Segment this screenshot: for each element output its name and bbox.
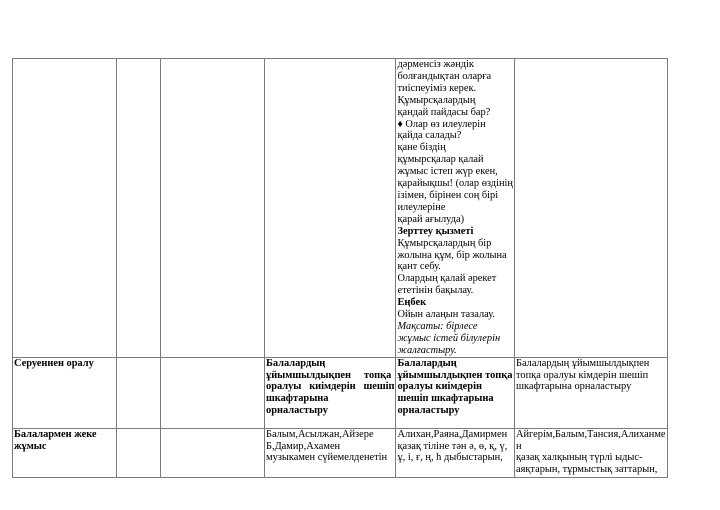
text-line: жолына құм, бір жолына bbox=[397, 249, 507, 261]
table-cell bbox=[161, 428, 265, 477]
individual-cell-3: Айгерім,Балым,Тансия,Алиханме н қазақ халқының түрлі ыдыс- аяқтарын, тұрмыстық заттарын, bbox=[515, 428, 666, 476]
text-line: болғандықтан оларға bbox=[397, 70, 492, 82]
table-row bbox=[13, 357, 668, 428]
text-line: Құмырсқалардың bbox=[397, 94, 476, 106]
text-line: илеулеріне bbox=[397, 201, 446, 213]
return-cell-3: Балалардың ұйымшылдықпен топқа оралуы кiмдерiн шешiп шкафтарына орналастыру bbox=[514, 357, 667, 428]
individual-cell-2: Алихан,Раяна,Дамирмен қазақ тіліне тән ә, ө, қ, ү, ұ, і, ғ, ң, һ дыбыстарын, bbox=[396, 428, 515, 477]
table-cell bbox=[161, 357, 265, 428]
text-line: тиіспеуіміз керек. bbox=[397, 82, 477, 94]
return-cell-1: Балалардың ұйымшылдықпен топқа оралуы киімдерін шешіп шкафтарына орналастыру bbox=[265, 357, 396, 428]
text-line: қарайықшы! (олар өздінің bbox=[397, 178, 513, 190]
plan-table bbox=[12, 58, 668, 478]
text-line: Мақсаты: бірлесе bbox=[397, 320, 478, 332]
text-line: дәрменсіз жәндік bbox=[397, 59, 474, 70]
table-row bbox=[13, 59, 668, 358]
text-line: қарай ағылуда) bbox=[397, 213, 465, 225]
walk-activity-cell bbox=[396, 59, 515, 358]
text-line: қандай пайдасы бар? bbox=[397, 106, 491, 118]
text-line: Ойын алаңын тазалау. bbox=[397, 309, 495, 321]
text-line: Зерттеу қызметі bbox=[397, 225, 474, 237]
table-cell bbox=[161, 59, 265, 358]
row-label-individual: Балалармен жеке жұмыс bbox=[13, 428, 117, 477]
text-line: жұмыс істеп жүр екен, bbox=[397, 166, 498, 178]
text-line: ♦ Олар өз илеулерін bbox=[397, 118, 486, 130]
row-label-return: Серуеннен оралу bbox=[13, 357, 117, 428]
table-cell bbox=[117, 357, 161, 428]
text-line: ізімен, бірінен соң бірі bbox=[397, 189, 499, 201]
text-line: қант себу. bbox=[397, 261, 441, 273]
text-line: жалғастыру. bbox=[397, 344, 457, 356]
table-cell bbox=[117, 428, 161, 477]
text-line: құмырсқалар қалай bbox=[397, 154, 484, 166]
table-cell bbox=[514, 59, 667, 358]
text-line: қане біздің bbox=[397, 142, 446, 154]
text-line: қайда салады? bbox=[397, 130, 462, 142]
table-cell bbox=[13, 59, 117, 358]
text-line: жұмыс істей білулерін bbox=[397, 332, 501, 344]
text-line: Құмырсқалардың бір bbox=[397, 237, 492, 249]
table-cell bbox=[117, 59, 161, 358]
table-row bbox=[13, 428, 668, 477]
text-line: Олардың қалай әрекет bbox=[397, 273, 497, 285]
individual-cell-1: Балым,Асылжан,Айзере Б,Дамир,Ахамен музыкамен сүйемелденетін bbox=[265, 428, 396, 477]
return-cell-2: Балалардың ұйымшылдықпен топқа оралуы киімдерін шешіп шкафтарына орналастыру bbox=[396, 357, 515, 428]
text-line: Еңбек bbox=[397, 297, 427, 309]
table-cell bbox=[265, 59, 396, 358]
text-line: ететінін бақылау. bbox=[397, 285, 474, 297]
